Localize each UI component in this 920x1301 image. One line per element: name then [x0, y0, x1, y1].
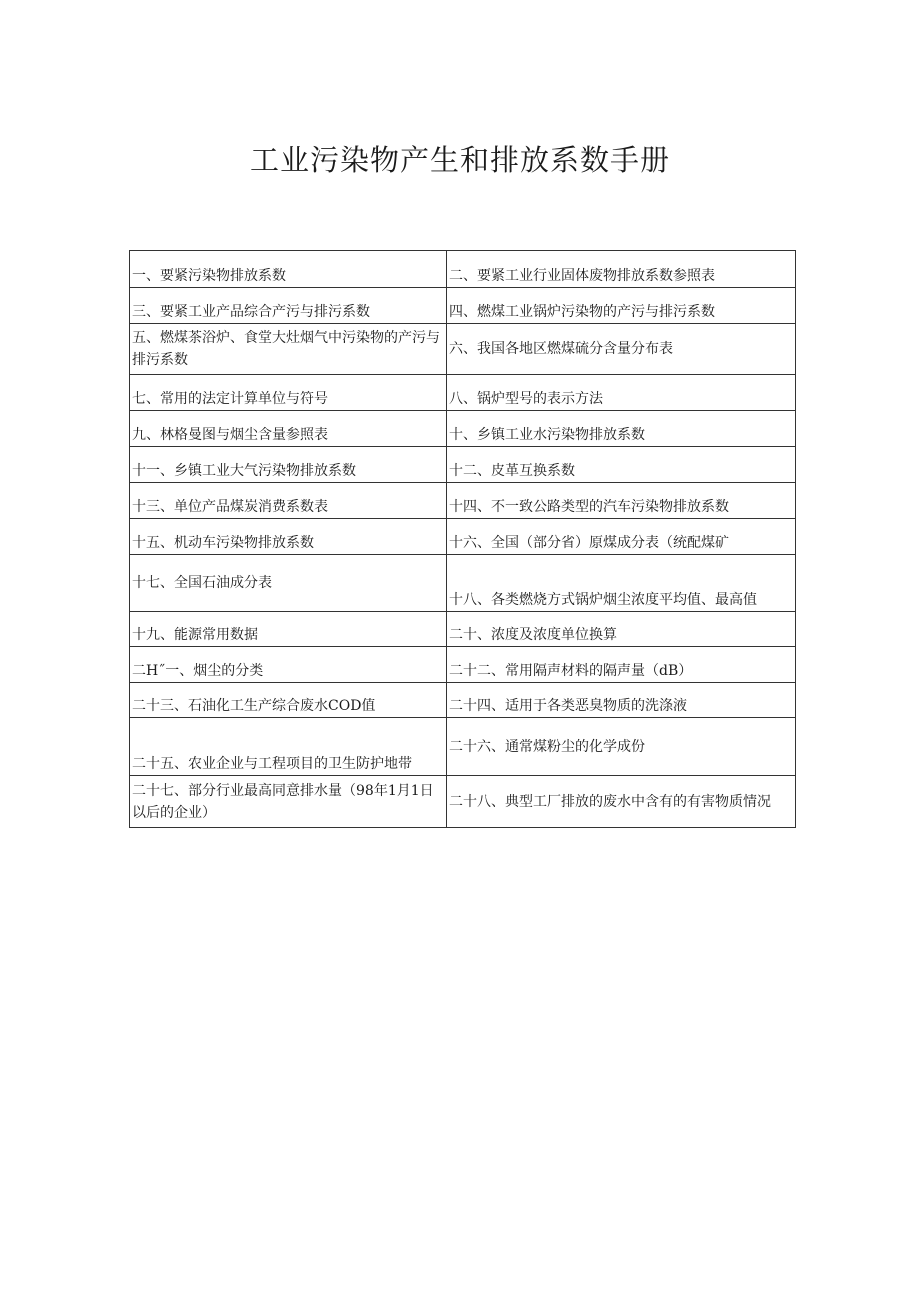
- table-row: [130, 411, 796, 447]
- table-row: [130, 683, 796, 718]
- toc-entry: 二H˝一、烟尘的分类: [130, 647, 447, 683]
- table-row: [130, 251, 796, 288]
- toc-entry: 十、乡镇工业水污染物排放系数: [447, 411, 796, 447]
- toc-entry: 六、我国各地区燃煤硫分含量分布表: [447, 324, 796, 375]
- toc-entry: 五、燃煤茶浴炉、食堂大灶烟气中污染物的产污与排污系数: [130, 324, 447, 375]
- table-row: [130, 324, 796, 375]
- toc-entry: 三、要紧工业产品综合产污与排污系数: [130, 288, 447, 324]
- toc-entry: 十四、不一致公路类型的汽车污染物排放系数: [447, 483, 796, 519]
- table-row: [130, 555, 796, 612]
- table-row: [130, 612, 796, 647]
- toc-entry: 二、要紧工业行业固体废物排放系数参照表: [447, 251, 796, 288]
- toc-entry: 二十六、通常煤粉尘的化学成份: [447, 718, 796, 776]
- toc-entry: 二十、浓度及浓度单位换算: [447, 612, 796, 647]
- toc-entry: 十八、各类燃烧方式锅炉烟尘浓度平均值、最高值: [447, 555, 796, 612]
- document-title: 工业污染物产生和排放系数手册: [249, 143, 670, 177]
- toc-entry: 二十五、农业企业与工程项目的卫生防护地带: [130, 718, 447, 776]
- toc-entry: 十一、乡镇工业大气污染物排放系数: [130, 447, 447, 483]
- toc-entry: 二十四、适用于各类恶臭物质的洗涤液: [447, 683, 796, 718]
- toc-entry: 二十三、石油化工生产综合废水COD值: [130, 683, 447, 718]
- toc-entry: 八、锅炉型号的表示方法: [447, 375, 796, 411]
- toc-entry: 九、林格曼图与烟尘含量参照表: [130, 411, 447, 447]
- toc-entry: 十二、皮革互换系数: [447, 447, 796, 483]
- table-row: [130, 776, 796, 828]
- table-row: [130, 288, 796, 324]
- toc-entry: 十三、单位产品煤炭消费系数表: [130, 483, 447, 519]
- toc-entry: 十九、能源常用数据: [130, 612, 447, 647]
- toc-entry: 十七、全国石油成分表: [130, 555, 447, 612]
- toc-entry: 二十七、部分行业最高同意排水量（98年1月1日以后的企业）: [130, 776, 447, 828]
- toc-entry: 二十八、典型工厂排放的废水中含有的有害物质情况: [447, 776, 796, 828]
- toc-entry: 二十二、常用隔声材料的隔声量（dB）: [447, 647, 796, 683]
- table-row: [130, 519, 796, 555]
- toc-entry: 七、常用的法定计算单位与符号: [130, 375, 447, 411]
- toc-entry: 十五、机动车污染物排放系数: [130, 519, 447, 555]
- table-row: [130, 718, 796, 776]
- table-row: [130, 447, 796, 483]
- toc-entry: 十六、全国（部分省）原煤成分表（统配煤矿: [447, 519, 796, 555]
- contents-table: [129, 250, 796, 828]
- toc-entry: 一、要紧污染物排放系数: [130, 251, 447, 288]
- toc-entry: 四、燃煤工业锅炉污染物的产污与排污系数: [447, 288, 796, 324]
- table-row: [130, 647, 796, 683]
- table-row: [130, 483, 796, 519]
- table-row: [130, 375, 796, 411]
